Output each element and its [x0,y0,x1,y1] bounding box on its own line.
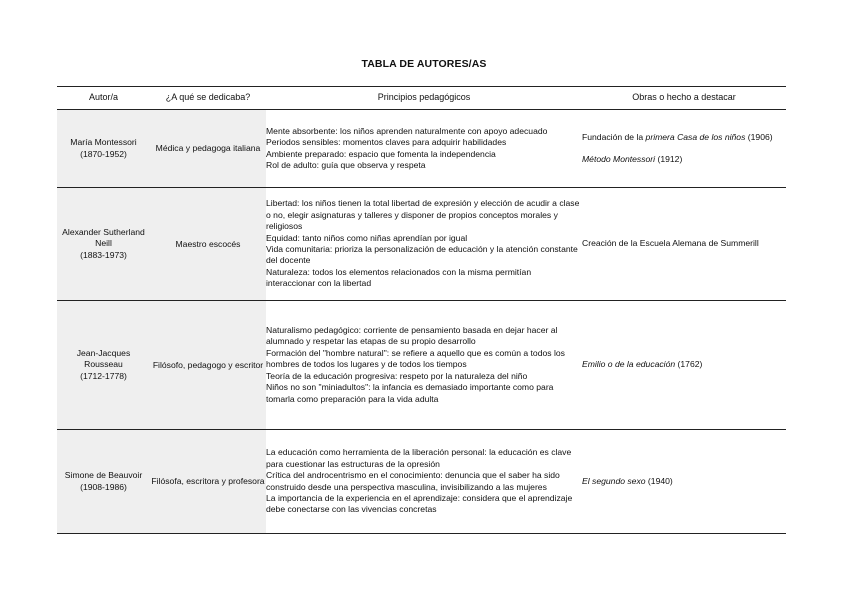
authors-table [57,86,786,534]
author-cell [57,110,150,188]
work-year: (1906) [745,131,773,142]
header-works: Obras o hecho a destacar [582,87,786,110]
author-cell [57,301,150,430]
principles-cell [266,110,582,188]
principle-item: Rol de adulto: guía que observa y respeta [266,159,426,170]
author-years: (1712-1778) [80,370,127,381]
works-cell [582,110,786,188]
work-item [582,476,786,487]
work-item: Creación de la Escuela Alemana de Summerill [582,238,759,249]
work-title: El segundo sexo [582,475,646,486]
table-row [57,188,786,301]
author-name: María Montessori [70,137,137,148]
principles-cell [266,430,582,534]
author-cell [57,430,150,534]
works-cell [582,188,786,301]
principle-item: Formación del "hombre natural": se refiere a aquello que es común a todos los hombres de todos los lugares y de todos los tiempos [266,347,565,370]
principle-item: Teoría de la educación progresiva: respeto por la naturaleza del niño [266,370,528,381]
role-cell: Filósofo, pedagogo y escritor [150,301,266,430]
header-principles: Principios pedagógicos [266,87,582,110]
works-spacer [582,143,786,154]
work-title: Método Montessori [582,154,656,164]
header-author: Autor/a [57,87,150,110]
author-years: (1870-1952) [80,148,127,159]
header-role: ¿A qué se dedicaba? [150,87,266,110]
table-row [57,110,786,188]
author-name: Jean-Jacques Rousseau [76,347,131,370]
author-years: (1883-1973) [80,249,127,260]
principle-item: La importancia de la experiencia en el aprendizaje: considera que el aprendizaje debe conectarse con las vivencias concretas [266,492,573,515]
principle-item: Equidad: tanto niños como niñas aprendían por igual [266,232,468,243]
role-cell: Filósofa, escritora y profesora [150,430,266,534]
works-cell [582,430,786,534]
principle-item: Libertad: los niños tienen la total libertad de expresión y elección de acudir a clase o no, elegir asignaturas y talleres y disponer de propios conceptos morales y religiosos [266,198,580,232]
principle-item: Periodos sensibles: momentos claves para adquirir habilidades [266,137,507,148]
work-item [582,132,786,143]
work-text: Fundación de la [582,131,646,142]
principles-cell [266,188,582,301]
works-cell [582,301,786,430]
work-year: (1940) [645,475,673,486]
principle-item: La educación como herramienta de la liberación personal: la educación es clave para cuestionar las estructuras de la opresión [266,447,572,469]
principle-item: Crítica del androcentrismo en el conocimiento: denuncia que el saber ha sido construido desde una perspectiva masculina, invisibilizando a las mujeres [266,470,560,492]
role-cell: Maestro escocés [150,188,266,301]
role-cell: Médica y pedagoga italiana [150,110,266,188]
table-header-row [57,87,786,110]
work-year: (1762) [675,359,703,370]
author-years: (1908-1986) [80,481,127,492]
principle-item: Ambiente preparado: espacio que fomenta la independencia [266,148,496,159]
principle-item: Niños no son "miniadultos": la infancia es demasiado importante como para tomarla como preparación para la vida adulta [266,382,554,404]
principle-item: Mente absorbente: los niños aprenden naturalmente con apoyo adecuado [266,125,548,136]
work-year: (1912) [655,154,683,164]
document-title: TABLA DE AUTORES/AS [361,58,487,70]
author-name: Simone de Beauvoir [64,470,143,481]
table-row [57,430,786,534]
principles-cell [266,301,582,430]
table-row [57,301,786,430]
work-item [582,359,786,370]
work-title: Emilio o de la educación [582,359,676,370]
author-name: Alexander Sutherland Neill [62,226,145,249]
work-title: primera Casa de los niños [645,131,746,142]
author-cell [57,188,150,301]
principle-item: Vida comunitaria: prioriza la personalización de educación y la atención constante del docente [266,244,578,266]
work-item [582,154,786,165]
principle-item: Naturalismo pedagógico: corriente de pensamiento basada en dejar hacer al alumnado y respetar las etapas de su propio desarrollo [266,325,558,347]
principle-item: Naturaleza: todos los elementos relacionados con la misma permitían interaccionar con la libertad [266,266,532,289]
